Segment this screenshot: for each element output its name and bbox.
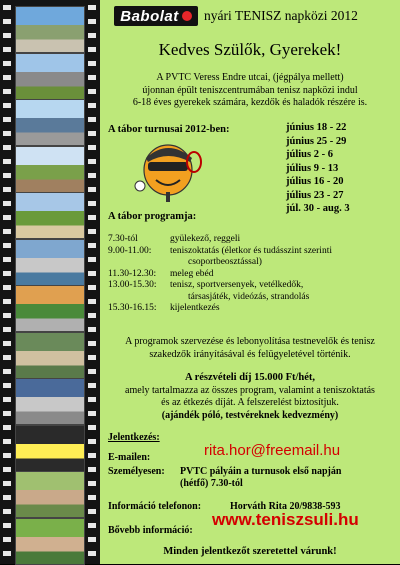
turnus-label: A tábor turnusai 2012-ben: (108, 124, 230, 135)
turnus-date: július 9 - 13 (286, 162, 339, 174)
inperson-label: Személyesen: (108, 466, 165, 477)
turnus-date: júl. 30 - aug. 3 (286, 203, 350, 214)
organisation-text (100, 336, 400, 361)
film-frame-photo (15, 99, 85, 146)
programme-row (108, 234, 395, 246)
programme-list (108, 234, 395, 315)
programme-desc-cont: csoportbeosztással) (188, 257, 262, 267)
intro-line: 6-18 éves gyerekek számára, kezdők és haladók részére is. (132, 97, 368, 108)
programme-label: A tábor programja: (108, 211, 197, 222)
film-frame-photo (15, 53, 85, 100)
film-frame-photo (15, 378, 85, 425)
intro-text (100, 72, 400, 110)
turnus-dates (286, 121, 350, 216)
fee-line: amely tartalmazza az összes program, valamint a teniszoktatás (125, 384, 375, 396)
intro-line: A PVTC Veress Endre utcai, (jégpálya mellett) (156, 72, 344, 83)
programme-desc (170, 280, 395, 303)
fee-section (100, 372, 400, 422)
programme-time: 13.00-15.30: (108, 280, 157, 290)
programme-time: 15.30-16.15: (108, 303, 157, 313)
inperson-line: PVTC pályáin a turnusok első napján (180, 466, 342, 477)
brand-name: Babolat (120, 7, 179, 25)
film-sprockets-right (88, 0, 96, 564)
programme-row (108, 280, 395, 303)
brand-logo (114, 6, 198, 26)
turnus-date: július 16 - 20 (286, 176, 344, 187)
more-info-label: Bővebb információ: (108, 525, 193, 536)
film-frame-photo (15, 285, 85, 332)
turnus-date: július 23 - 27 (286, 189, 344, 201)
programme-desc-cont: társasjáték, videózás, strandolás (188, 291, 310, 302)
greeting-heading: Kedves Szülők, Gyerekek! (158, 40, 342, 59)
page-title: nyári TENISZ napközi 2012 (204, 8, 358, 23)
film-frame-photo (15, 192, 85, 239)
programme-desc: gyülekező, reggeli (170, 234, 241, 244)
intro-line: újonnan épült teniszcentrumában tenisz napközi indul (142, 84, 358, 96)
film-frame-photo (15, 146, 85, 193)
phone-number: Horváth Rita 20/9838-593 (230, 501, 341, 512)
programme-desc-line: teniszoktatás (életkor és tudásszint szerinti (170, 245, 332, 256)
film-frame-photo (15, 239, 85, 286)
fee-gifts: (ajándék póló, testvéreknek kedvezmény) (161, 409, 339, 421)
fee-headline: A részvételi díj 15.000 Ft/hét, (184, 372, 316, 383)
programme-desc (170, 246, 395, 269)
turnus-date: június 18 - 22 (286, 122, 347, 133)
film-frame-photo (15, 518, 85, 565)
tennis-ball-mascot-icon (134, 128, 202, 204)
website-link[interactable]: www.teniszsuli.hu (212, 510, 359, 529)
flyer-content (100, 0, 400, 564)
programme-desc: meleg ebéd (170, 268, 214, 279)
organisation-line: szakedzők irányításával és felügyeletével történik. (149, 348, 351, 360)
email-label: E-mailen: (108, 452, 151, 463)
inperson-line: (hétfő) 7.30-tól (180, 478, 243, 489)
film-sprockets-left (3, 0, 11, 564)
film-frame-photo (15, 6, 85, 53)
film-strip (0, 0, 100, 564)
phone-label: Információ telefonon: (108, 501, 202, 512)
tennis-ball-icon (182, 11, 192, 21)
footer-text: Minden jelentkezőt szeretettel várunk! (163, 546, 337, 557)
organisation-line: A programok szervezése és lebonyolítása testnevelők és tenisz (125, 336, 375, 347)
programme-row (108, 303, 395, 315)
email-link[interactable]: rita.hor@freemail.hu (204, 442, 341, 459)
programme-row (108, 269, 395, 281)
film-frame-photo (15, 425, 85, 472)
programme-time: 11.30-12.30: (108, 268, 157, 279)
programme-desc: kijelentkezés (170, 303, 220, 313)
programme-time: 7.30-tól (108, 234, 138, 244)
programme-time: 9.00-11.00: (108, 245, 152, 256)
programme-row (108, 246, 395, 269)
fee-line: és az étkezés díját. A felszerelést biztosítjuk. (161, 397, 339, 408)
turnus-date: június 25 - 29 (286, 135, 347, 147)
contact-heading: Jelentkezés: (108, 432, 160, 443)
turnus-date: július 2 - 6 (286, 149, 333, 160)
programme-desc-line: tenisz, sportversenyek, vetélkedők, (170, 280, 304, 290)
film-frame-photo (15, 471, 85, 518)
film-frame-photo (15, 332, 85, 379)
